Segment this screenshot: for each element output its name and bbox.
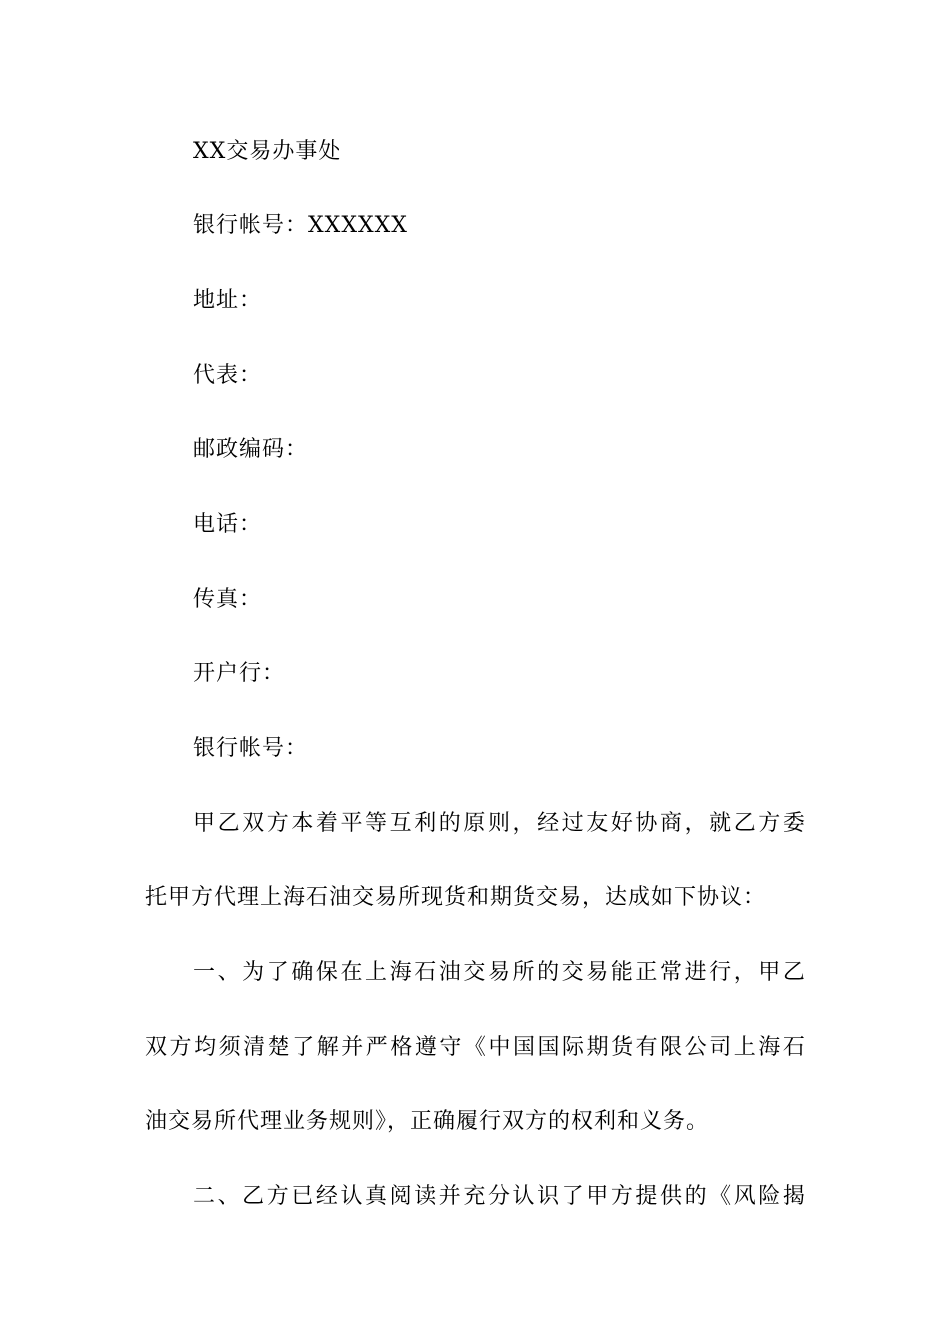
glyph: 易	[586, 960, 609, 985]
glyph: 期	[586, 1035, 609, 1060]
glyph: 则	[487, 811, 510, 836]
glyph: 上	[733, 1035, 756, 1060]
glyph: 遵	[414, 1035, 437, 1060]
glyph: 就	[709, 811, 732, 836]
glyph: 均	[194, 1035, 217, 1060]
glyph: 石	[414, 960, 437, 985]
glyph: 揭	[782, 1184, 805, 1209]
glyph: 保	[315, 960, 338, 985]
glyph: 常	[659, 960, 682, 985]
paragraph-line: 托甲方代理上海石油交易所现货和期货交易，达成如下协议：	[145, 885, 767, 910]
glyph: 已	[291, 1184, 314, 1209]
glyph: 须	[218, 1035, 241, 1060]
glyph: 双	[242, 811, 265, 836]
glyph: 格	[390, 1035, 413, 1060]
glyph: 公	[684, 1035, 707, 1060]
glyph: 并	[438, 1184, 461, 1209]
glyph: 能	[610, 960, 633, 985]
glyph: 交	[463, 960, 486, 985]
glyph: 、	[217, 1184, 240, 1209]
glyph: 识	[537, 1184, 560, 1209]
glyph: 互	[389, 811, 412, 836]
paragraph-line	[193, 958, 805, 988]
glyph: 为	[242, 960, 265, 985]
glyph: 认	[512, 1184, 535, 1209]
glyph: 方	[266, 811, 289, 836]
glyph: 经	[315, 1184, 338, 1209]
glyph: 甲	[193, 811, 216, 836]
glyph: 、	[217, 960, 240, 985]
glyph: 利	[414, 811, 437, 836]
glyph: 中	[488, 1035, 511, 1060]
glyph: 海	[758, 1035, 781, 1060]
glyph: 风	[733, 1184, 756, 1209]
glyph: 分	[487, 1184, 510, 1209]
glyph: 好	[610, 811, 633, 836]
glyph: 《	[709, 1184, 732, 1209]
glyph: 乙	[782, 960, 805, 985]
glyph: 认	[340, 1184, 363, 1209]
glyph: 在	[340, 960, 363, 985]
glyph: 友	[586, 811, 609, 836]
glyph: 乙	[733, 811, 756, 836]
glyph: 着	[315, 811, 338, 836]
glyph: 平	[340, 811, 363, 836]
glyph: ，	[684, 811, 707, 836]
fax-field: 传真：	[193, 587, 263, 612]
glyph: 供	[659, 1184, 682, 1209]
glyph: 经	[537, 811, 560, 836]
phone-field: 电话：	[193, 512, 263, 537]
glyph: 二	[193, 1184, 216, 1209]
glyph: 司	[709, 1035, 732, 1060]
glyph: 商	[659, 811, 682, 836]
glyph: 易	[487, 960, 510, 985]
glyph: 际	[562, 1035, 585, 1060]
glyph: 上	[365, 960, 388, 985]
glyph: 并	[341, 1035, 364, 1060]
office-name: XX交易办事处	[193, 139, 342, 164]
glyph: 的	[684, 1184, 707, 1209]
glyph: 货	[611, 1035, 634, 1060]
glyph: 确	[291, 960, 314, 985]
glyph: 国	[512, 1035, 535, 1060]
glyph: 方	[266, 1184, 289, 1209]
paragraph-line: 油交易所代理业务规则》，正确履行双方的权利和义务。	[145, 1109, 710, 1134]
postal-code-field: 邮政编码：	[193, 437, 309, 462]
bank-account-field-2: 银行帐号：	[193, 736, 309, 761]
glyph: 了	[292, 1035, 315, 1060]
glyph: 本	[291, 811, 314, 836]
paragraph-line	[145, 1033, 805, 1063]
glyph: 协	[635, 811, 658, 836]
glyph: 方	[758, 811, 781, 836]
glyph: 所	[512, 960, 535, 985]
glyph: 提	[635, 1184, 658, 1209]
address-field: 地址：	[193, 288, 263, 313]
glyph: 国	[537, 1035, 560, 1060]
glyph: 原	[463, 811, 486, 836]
glyph: ，	[733, 960, 756, 985]
glyph: 《	[463, 1035, 486, 1060]
glyph: 真	[365, 1184, 388, 1209]
glyph: 的	[537, 960, 560, 985]
glyph: 甲	[586, 1184, 609, 1209]
glyph: 阅	[389, 1184, 412, 1209]
glyph: 限	[660, 1035, 683, 1060]
glyph: ，	[512, 811, 535, 836]
glyph: 双	[145, 1035, 168, 1060]
bank-account-field: 银行帐号：XXXXXX	[193, 213, 408, 238]
glyph: 方	[169, 1035, 192, 1060]
paragraph-line	[193, 809, 805, 839]
glyph: 险	[758, 1184, 781, 1209]
glyph: 乙	[217, 811, 240, 836]
glyph: 有	[635, 1035, 658, 1060]
representative-field: 代表：	[193, 363, 263, 388]
glyph: 的	[438, 811, 461, 836]
glyph: 严	[365, 1035, 388, 1060]
glyph: 进	[684, 960, 707, 985]
glyph: 乙	[242, 1184, 265, 1209]
glyph: 了	[266, 960, 289, 985]
glyph: 行	[709, 960, 732, 985]
glyph: 油	[438, 960, 461, 985]
glyph: 海	[389, 960, 412, 985]
glyph: 了	[561, 1184, 584, 1209]
glyph: 等	[365, 811, 388, 836]
glyph: 清	[243, 1035, 266, 1060]
glyph: 一	[193, 960, 216, 985]
glyph: 交	[561, 960, 584, 985]
glyph: 读	[414, 1184, 437, 1209]
glyph: 过	[561, 811, 584, 836]
glyph: 守	[439, 1035, 462, 1060]
glyph: 楚	[267, 1035, 290, 1060]
glyph: 充	[463, 1184, 486, 1209]
glyph: 正	[635, 960, 658, 985]
paragraph-line	[193, 1182, 805, 1212]
glyph: 甲	[758, 960, 781, 985]
glyph: 解	[316, 1035, 339, 1060]
glyph: 石	[782, 1035, 805, 1060]
glyph: 委	[782, 811, 805, 836]
glyph: 方	[610, 1184, 633, 1209]
opening-bank-field: 开户行：	[193, 661, 286, 686]
